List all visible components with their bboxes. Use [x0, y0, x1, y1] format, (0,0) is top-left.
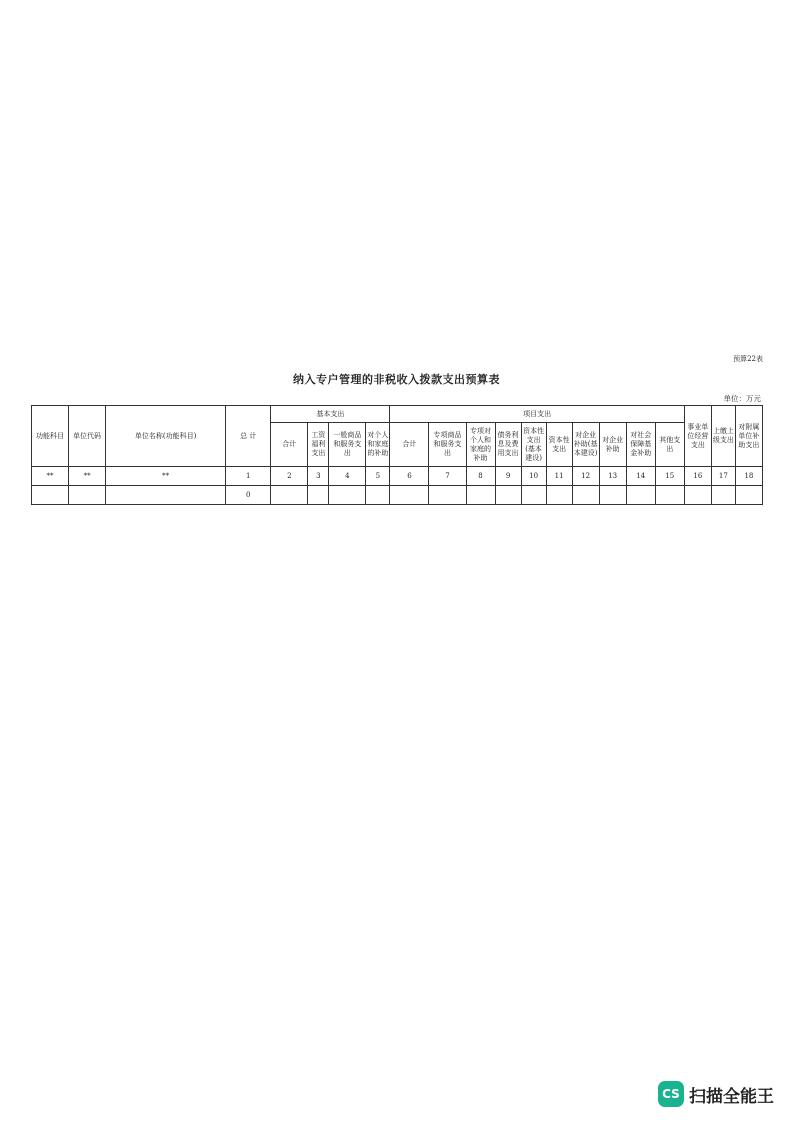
- table-cell: [271, 486, 308, 505]
- table-cell: 3: [308, 467, 329, 486]
- table-cell: 9: [495, 467, 521, 486]
- project-col-header: 对企业补助(基本建设): [572, 423, 599, 467]
- table-cell: [711, 486, 735, 505]
- camscanner-logo-icon: CS: [658, 1081, 684, 1107]
- header-basic-expenditure: 基本支出: [271, 406, 390, 423]
- table-cell: 5: [366, 467, 390, 486]
- basic-col-header: 一般商品和服务支出: [329, 423, 366, 467]
- table-cell: [626, 486, 655, 505]
- project-col-header: 资本性支出(基本建设): [521, 423, 546, 467]
- table-cell: [390, 486, 429, 505]
- table-cell: [572, 486, 599, 505]
- table-cell: 14: [626, 467, 655, 486]
- table-cell: [684, 486, 711, 505]
- table-cell: 6: [390, 467, 429, 486]
- header-project-expenditure: 项目支出: [390, 406, 684, 423]
- watermark-text: 扫描全能王: [689, 1086, 774, 1107]
- table-cell: 7: [429, 467, 466, 486]
- budget-table: [31, 405, 763, 505]
- table-cell: **: [32, 467, 69, 486]
- table-cell: [735, 486, 762, 505]
- header-enterprise-operation: 事业单位经营支出: [684, 406, 711, 467]
- table-cell: 17: [711, 467, 735, 486]
- table-cell: 8: [466, 467, 495, 486]
- table-cell: 10: [521, 467, 546, 486]
- basic-col-header: 工资福利支出: [308, 423, 329, 467]
- project-col-header: 合计: [390, 423, 429, 467]
- table-cell: 16: [684, 467, 711, 486]
- project-col-header: 专项商品和服务支出: [429, 423, 466, 467]
- unit-label: 单位：万元: [723, 394, 761, 403]
- table-cell: 11: [546, 467, 572, 486]
- table-cell: [599, 486, 626, 505]
- table-row: [32, 486, 763, 505]
- basic-col-header: 合计: [271, 423, 308, 467]
- table-cell: 2: [271, 467, 308, 486]
- header-unit-name: 单位名称(功能科目): [106, 406, 226, 467]
- project-col-header: 资本性支出: [546, 423, 572, 467]
- table-cell: [106, 486, 226, 505]
- table-cell: [546, 486, 572, 505]
- table-cell: [429, 486, 466, 505]
- form-number: 预算22表: [733, 355, 763, 363]
- table-cell: 0: [226, 486, 271, 505]
- table-cell: [466, 486, 495, 505]
- table-cell: **: [69, 467, 106, 486]
- header-total: 总 计: [226, 406, 271, 467]
- table-cell: [655, 486, 684, 505]
- table-cell: [495, 486, 521, 505]
- header-unit-code: 单位代码: [69, 406, 106, 467]
- project-col-header: 对企业补助: [599, 423, 626, 467]
- header-func-subject: 功能科目: [32, 406, 69, 467]
- table-cell: 13: [599, 467, 626, 486]
- project-col-header: 对社会保障基金补助: [626, 423, 655, 467]
- project-col-header: 债务利息及费用支出: [495, 423, 521, 467]
- table-cell: [32, 486, 69, 505]
- project-col-header: 专项对个人和家庭的补助: [466, 423, 495, 467]
- table-cell: 18: [735, 467, 762, 486]
- table-cell: 12: [572, 467, 599, 486]
- page-title: 纳入专户管理的非税收入拨款支出预算表: [293, 373, 500, 386]
- table-cell: 1: [226, 467, 271, 486]
- table-cell: [329, 486, 366, 505]
- table-cell: 4: [329, 467, 366, 486]
- table-cell: 15: [655, 467, 684, 486]
- table-cell: [521, 486, 546, 505]
- table-cell: [308, 486, 329, 505]
- table-cell: [366, 486, 390, 505]
- project-col-header: 其他支出: [655, 423, 684, 467]
- basic-col-header: 对个人和家庭的补助: [366, 423, 390, 467]
- table-cell: [69, 486, 106, 505]
- header-subsidiary-subsidy: 对附属单位补助支出: [735, 406, 762, 467]
- table-row: [32, 467, 763, 486]
- scanner-watermark: [658, 1081, 774, 1107]
- table-cell: **: [106, 467, 226, 486]
- header-turn-over: 上缴上级支出: [711, 406, 735, 467]
